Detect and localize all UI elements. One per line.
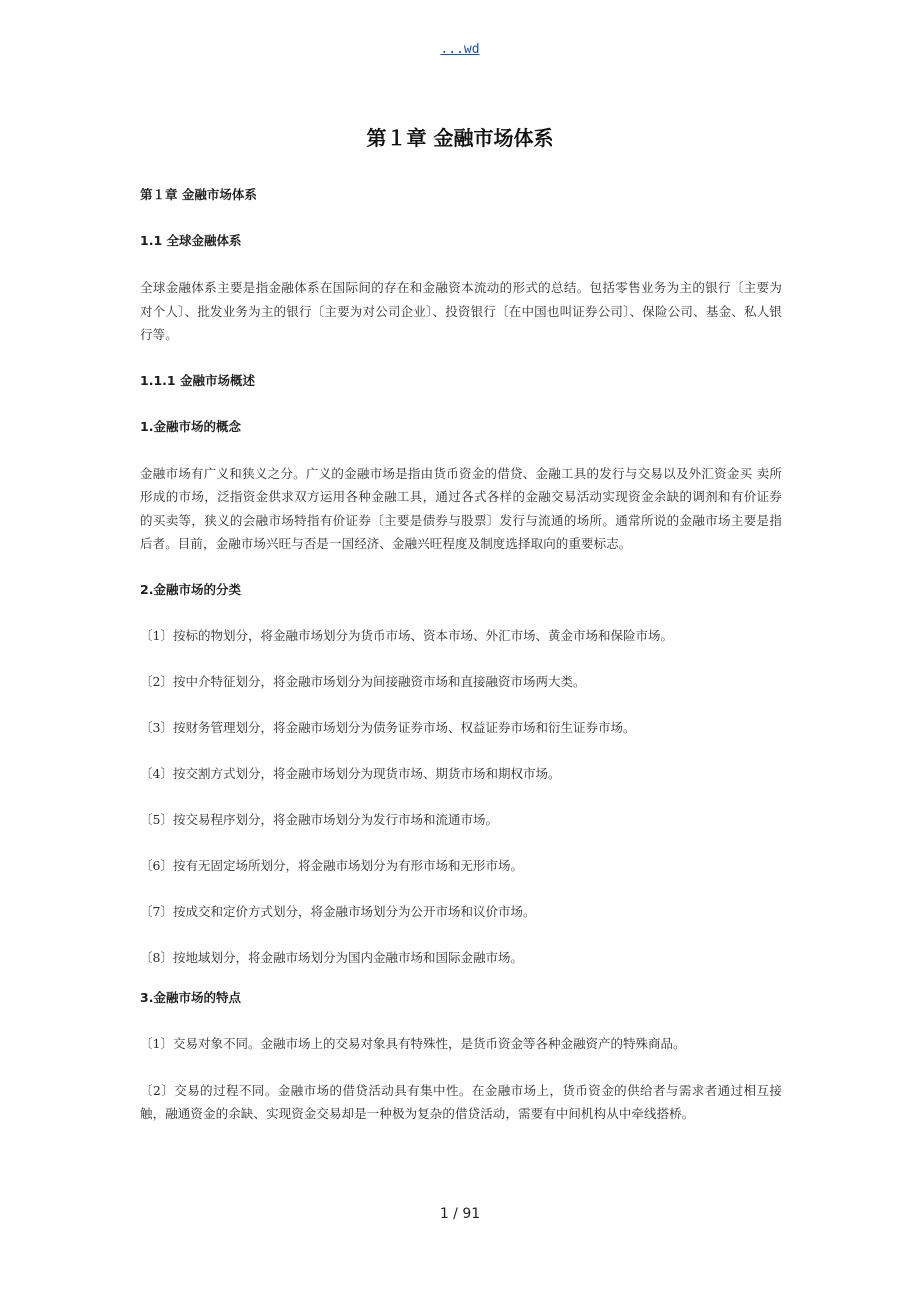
- list-item: 〔3〕按财务管理划分，将金融市场划分为债务证券市场、权益证券市场和衍生证券市场。: [140, 719, 636, 735]
- list-item: 〔2〕按中介特征划分，将金融市场划分为间接融资市场和直接融资市场两大类。: [140, 673, 586, 689]
- classification-heading: 2.金融市场的分类: [140, 581, 241, 597]
- section-heading-1-1: 1.1 全球金融体系: [140, 233, 242, 248]
- page-indicator: 1 / 91: [439, 1206, 481, 1222]
- list-item: 〔1〕交易对象不同。金融市场上的交易对象具有特殊性，是货币资金等各种金融资产的特殊商品。: [140, 1035, 686, 1051]
- section-heading-1-1-1: 1.1.1 金融市场概述: [140, 372, 255, 388]
- list-item: 〔1〕按标的物划分，将金融市场划分为货币市场、资本市场、外汇市场、黄金市场和保险市场。: [140, 627, 673, 643]
- concept-paragraph: 金融市场有广义和狭义之分。广义的金融市场是指由货币资金的借贷、金融工具的发行与交易以及外汇资金买 卖所形成的市场，泛指资金供求双方运用各种金融工具，通过各式各样的金融交易活动实现资金余缺的调剂和有价证券的买卖等，狭义的会融市场特指有价证券〔主要是债券与股票〕发行与流通的场所。通常所说的金融市场主要是指后者。目前，金融市场兴旺与否是一国经济、金融兴旺程度及制度选择取向的重要标志。: [140, 465, 782, 551]
- section-1-1-paragraph: 全球金融体系主要是指金融体系在国际间的存在和金融资本流动的形式的总结。包括零售业务为主的银行〔主要为对个人〕、批发业务为主的银行〔主要为对公司企业〕、投资银行〔在中国也叫证券公司〕、保险公司、基金、私人银行等。: [140, 280, 782, 342]
- concept-heading: 1.金融市场的概念: [140, 418, 241, 434]
- list-item: 〔6〕按有无固定场所划分，将金融市场划分为有形市场和无形市场。: [140, 857, 523, 873]
- chapter-heading: 第１章 金融市场体系: [140, 187, 257, 202]
- list-item: 〔7〕按成交和定价方式划分，将金融市场划分为公开市场和议价市场。: [140, 903, 536, 919]
- list-item: 〔5〕按交易程序划分，将金融市场划分为发行市场和流通市场。: [140, 811, 498, 827]
- list-item: 〔2〕交易的过程不同。金融市场的借贷活动具有集中性。在金融市场上，货币资金的供给者与需求者通过相互接触，融通资金的余缺、实现资金交易却是一种极为复杂的借贷活动，需要有中间机构从中牵线搭桥。: [140, 1082, 782, 1121]
- features-heading: 3.金融市场的特点: [140, 989, 241, 1005]
- document-title: 第１章 金融市场体系: [366, 126, 554, 150]
- document-body: [140, 184, 782, 1149]
- list-item: 〔8〕按地域划分，将金融市场划分为国内金融市场和国际金融市场。: [140, 949, 523, 965]
- list-item: 〔4〕按交割方式划分，将金融市场划分为现货市场、期货市场和期权市场。: [140, 765, 561, 781]
- header-link[interactable]: ...wd: [440, 42, 480, 57]
